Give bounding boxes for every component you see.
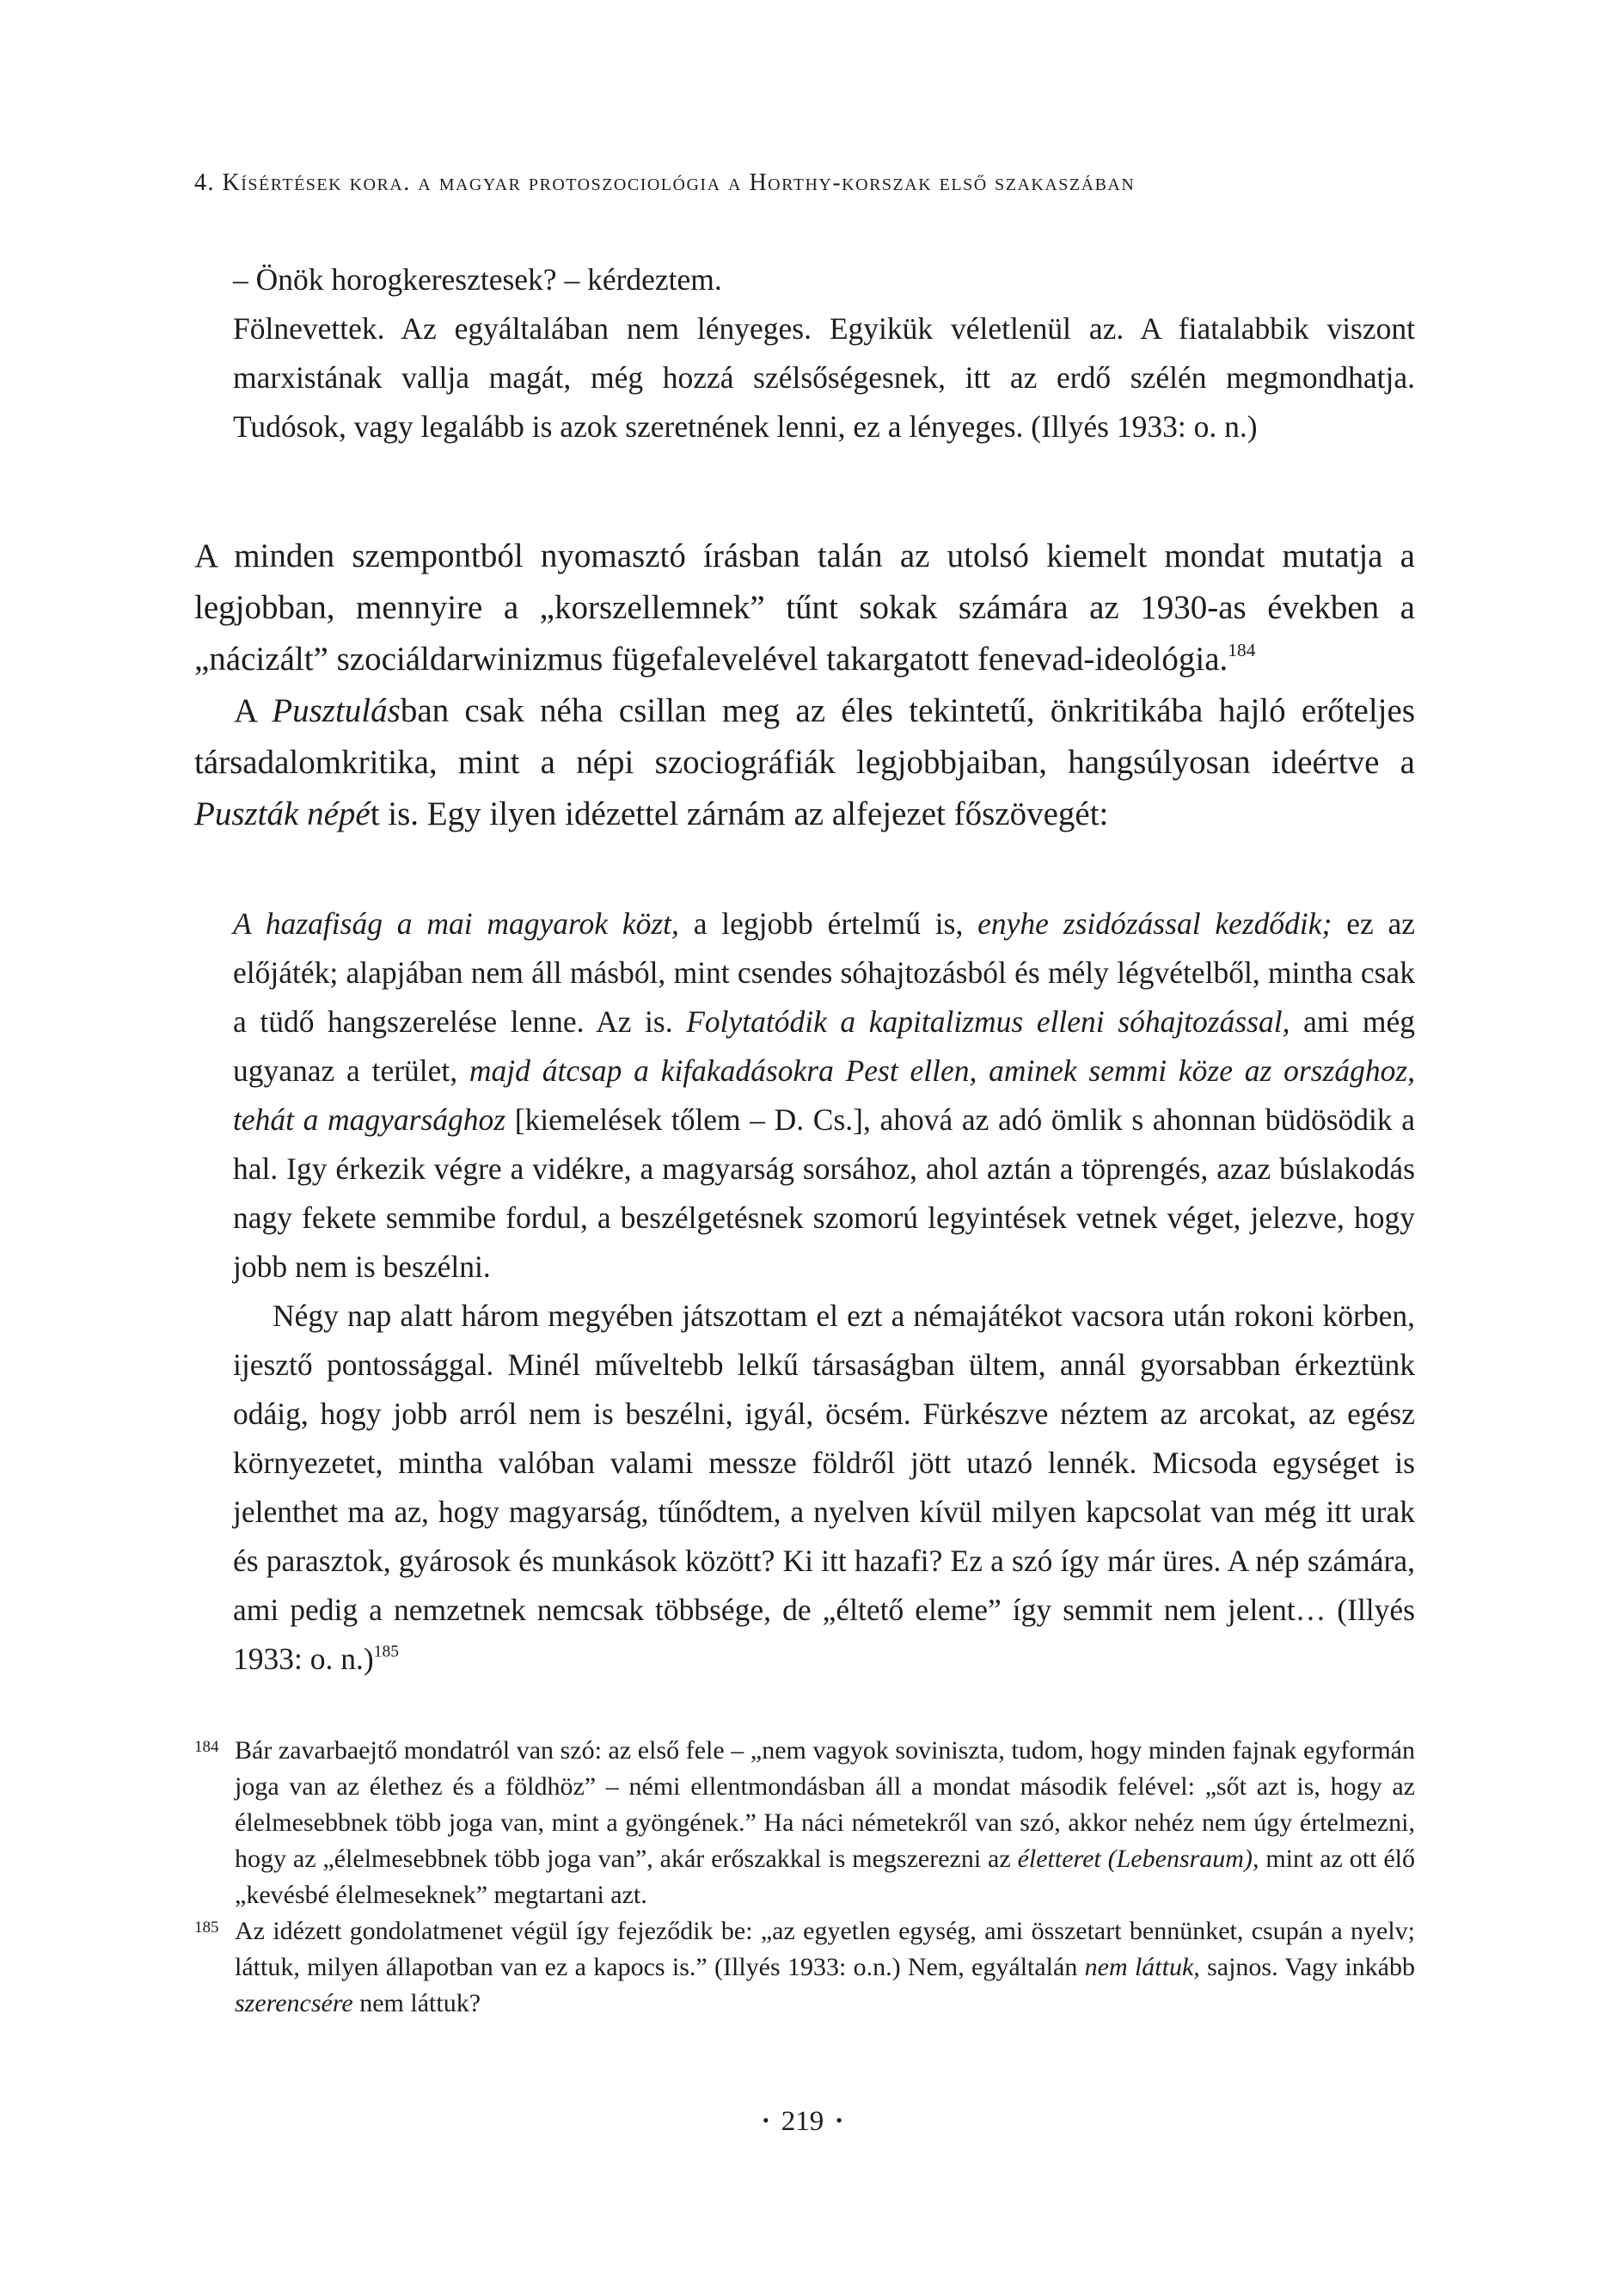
emphasized-text: A hazafiság a mai magyarok közt, <box>233 906 679 941</box>
quote-text: a legjobb értelmű is, <box>678 906 978 941</box>
emphasized-text: majd átcsap a kifakadásokra Pest ellen, aminek semmi köze az országhoz, tehát a magyarsághoz <box>233 1053 1416 1137</box>
main-text <box>194 531 1415 840</box>
page-ornament: • <box>836 2109 842 2131</box>
footnote-text: mint az ott élő „kevésbé élelmeseknek” megtartani azt. <box>235 1845 1415 1909</box>
emphasized-text: nem láttuk, <box>1084 1953 1200 1981</box>
footnote-number: 184 <box>194 1738 219 1756</box>
footnote-185 <box>194 1913 1415 2022</box>
body-paragraph <box>194 685 1415 840</box>
footnote-ref[interactable]: 184 <box>1228 639 1256 660</box>
page-number-value: 219 <box>781 2106 824 2137</box>
emphasized-text: szerencsére <box>235 1989 353 2017</box>
footnotes <box>194 1733 1415 2022</box>
footnote-text: sajnos. Vagy inkább <box>1199 1953 1415 1981</box>
work-title: Puszták népé <box>194 795 371 832</box>
quote-text: Négy nap alatt három megyében játszottam el ezt a némajátékot vacsora után rokoni körben, ijesztő pontossággal. Minél műveltebb lelkű társaságban ültem, annál gyorsabban érkeztünk odáig, hogy jobb arról nem is beszélni, igyál, öcsém. Fürkészve néztem az arcokat, az egész környezetet, mintha valóban valami messze földről jött utazó lennék. Micsoda egységet is jelenthet ma az, hogy magyarság, tűnődtem, a nyelven kívül milyen kapcsolat van még itt urak és parasztok, gyárosok és munkások között? Ki itt hazafi? Ez a szó így már üres. A nép számára, ami pedig a nemzetnek nemcsak többsége, de „éltető eleme” így semmit nem jelent… (Illyés 1933: o. n.) <box>233 1298 1415 1676</box>
emphasized-text: Folytatódik a kapitalizmus elleni sóhajtozással, <box>686 1004 1290 1039</box>
paragraph-text: t is. Egy ilyen idézettel zárnám az alfejezet főszövegét: <box>370 795 1109 832</box>
quote-paragraph <box>233 899 1415 1292</box>
footnote-text: nem láttuk? <box>352 1989 481 2017</box>
footnote-text: Bár zavarbaejtő mondatról van szó: az első fele – „nem vagyok soviniszta, tudom, hogy minden fajnak egyformán joga van az élethez és a földhöz” – némi ellentmondásban áll a mondat második felével: „sőt azt is, hogy az élelmesebbnek több joga van, mint a gyöngének.” Ha náci németekről van szó, akkor nehéz nem úgy értelmezni, hogy az „élelmesebbnek több joga van”, akár erőszakkal is megszerezni az <box>235 1736 1415 1873</box>
footnote-number: 185 <box>194 1918 219 1937</box>
block-quote-illyes <box>233 899 1415 1684</box>
page-ornament: • <box>763 2109 769 2131</box>
paragraph-text: A <box>234 692 273 729</box>
quote-line: – Önök horogkeresztesek? – kérdeztem. <box>233 262 722 297</box>
block-quote-dialogue <box>233 255 1415 451</box>
body-paragraph <box>194 531 1415 685</box>
chapter-title: Kísértések kora. a magyar protoszociológia a Horthy-korszak első szakaszában <box>222 169 1136 196</box>
quote-text: ez az előjáték; alapjában nem áll másból, mint csendes sóhajtozásból és mély légvételből, mintha csak a tüdő hangszerelése lenne. Az is. <box>233 906 1416 1039</box>
paragraph-text: ban csak néha csillan meg az éles tekintetű, önkritikába hajló erőteljes társadalomkritika, mint a népi szociográfiák legjobbjaiban, hangsúlyosan ideértve a <box>194 692 1415 781</box>
quote-paragraph <box>233 1292 1415 1684</box>
page-number <box>0 2102 1605 2140</box>
footnote-184 <box>194 1733 1415 1913</box>
emphasized-text: életteret (Lebensraum), <box>1017 1845 1259 1873</box>
quote-text: ami még ugyanaz a terület, <box>233 1004 1415 1088</box>
chapter-number: 4. <box>194 169 215 196</box>
quote-line: Fölnevettek. Az egyáltalában nem lényeges. Egyikük véletlenül az. A fiatalabbik viszont marxistának vallja magát, még hozzá szélsőségesnek, itt az erdő szélén megmondhatja. Tudósok, vagy legalább is azok szeretnének lenni, ez a lényeges. (Illyés 1933: o. n.) <box>233 311 1415 444</box>
paragraph-text: A minden szempontból nyomasztó írásban talán az utolsó kiemelt mondat mutatja a legjobban, mennyire a „korszellemnek” tűnt sokak számára az 1930-as években a „nácizált” szociáldarwinizmus fügefalevelével takargatott fenevad-ideológia. <box>194 537 1415 678</box>
quote-text: [kiemelések tőlem – D. Cs.], ahová az adó ömlik s ahonnan büdösödik a hal. Igy érkezik végre a vidékre, a magyarság sorsához, ahol aztán a töprengés, azaz búslakodás nagy fekete semmibe fordul, a beszélgetésnek szomorú legyintések vetnek véget, jelezve, hogy jobb nem is beszélni. <box>233 1102 1416 1284</box>
footnote-ref[interactable]: 185 <box>373 1642 399 1661</box>
running-head <box>194 166 1415 200</box>
emphasized-text: enyhe zsidózással kezdődik; <box>977 906 1332 941</box>
work-title: Pusztulás <box>272 692 401 729</box>
footnote-text: Az idézett gondolatmenet végül így fejeződik be: „az egyetlen egység, ami összetart bennünket, csupán a nyelv; láttuk, milyen állapotban van ez a kapocs is.” (Illyés 1933: o.n.) Nem, egyáltalán <box>235 1917 1415 1981</box>
